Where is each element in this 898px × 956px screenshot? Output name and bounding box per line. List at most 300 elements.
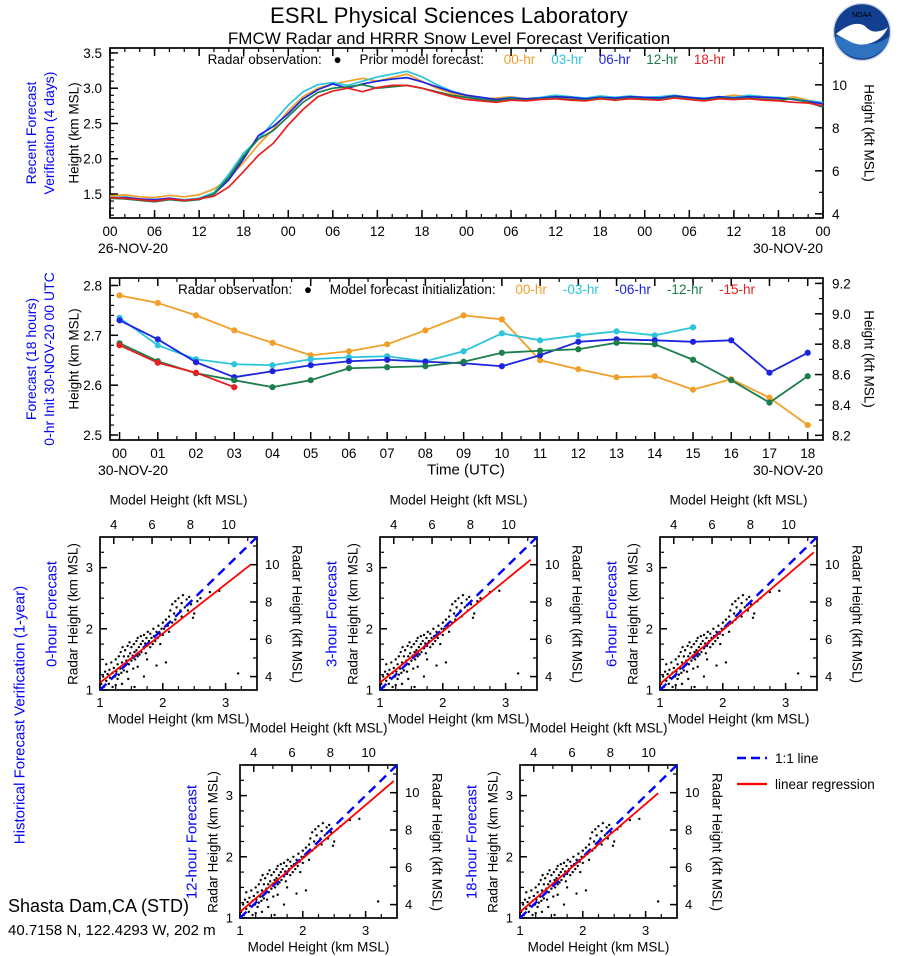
scatter-point [315,834,317,836]
legend-item--15-hr: -15-hr [718,282,755,297]
scatter-point [276,865,278,867]
scatter-point [270,887,272,889]
scatter-point [432,643,434,645]
scatter-point [664,670,666,672]
panel2-marker [690,324,696,330]
scatter-point [585,889,587,891]
scatter-point [522,903,524,905]
scatter-point [168,631,170,633]
scatter-point [120,672,122,674]
scatter-point [124,649,126,651]
scatter-panel-label: 12-hour Forecast [183,784,201,899]
panel2-marker [346,365,352,371]
panel2-ylabel-right: Height (kft MSL) [861,310,877,408]
scatter-point [253,895,255,897]
scatter-point [401,683,403,685]
scatter-point [693,643,695,645]
scatter-point [712,628,714,630]
scatter-point [740,602,742,604]
scatter-point [429,646,431,648]
scatter-point [145,637,147,639]
scatter-point [143,675,145,677]
legend-item-00-hr: 00-hr [503,52,536,67]
scatter-ylabel-right: Radar Height (kft MSL) [569,544,585,683]
scatter-point [567,859,569,861]
tick-label: 2 [225,849,233,865]
scatter-point [457,597,459,599]
tick-label: 6 [708,517,716,532]
scatter-point [413,643,415,645]
tick-label: 03 [226,446,242,461]
scatter-point [555,868,557,870]
panel2-marker [499,316,505,322]
scatter-point [671,686,673,688]
scatter-point [439,643,441,645]
scatter-xlabel-top: Model Height (kft MSL) [529,720,668,736]
scatter-point [282,868,284,870]
panel2-marker [613,340,619,346]
tick-label: 1 [236,923,244,938]
scatter-point [729,609,731,611]
tick-label: 6 [405,859,413,875]
tick-label: 00 [458,224,475,239]
scatter-point [705,637,707,639]
tick-label: 6 [832,163,840,179]
tick-label: 06 [503,224,519,239]
scatter-point [314,828,316,830]
panel2-marker [155,336,161,342]
tick-label: 1 [376,695,384,710]
panel2-marker [613,374,619,380]
tick-label: 10 [641,745,656,760]
tick-label: 10 [545,557,560,573]
panel2-marker [231,384,237,390]
scatter-point [106,673,108,675]
scatter-point [550,874,552,876]
scatter-point [209,591,211,593]
tick-label: 06 [341,446,357,461]
regression-line-icon [737,781,767,787]
panel2-marker [269,368,275,374]
scatter-point [423,634,425,636]
scatter-point [556,894,558,896]
scatter-point [703,675,705,677]
scatter-point [662,675,664,677]
scatter-point [717,625,719,627]
tick-label: 06 [681,224,697,239]
panel2-marker [461,348,467,354]
scatter-point [464,606,466,608]
scatter-point [530,889,532,891]
scatter-point [136,637,138,639]
panel1-legend-radar-label: Radar observation: [207,52,322,67]
scatter-point [565,880,567,882]
radar-dot-icon: ● [333,52,342,67]
panel1-series-18-hr [110,85,823,201]
scatter-point [157,625,159,627]
scatter-point [690,659,692,661]
tick-label: 8 [466,517,474,532]
tick-label: 1 [656,695,664,710]
scatter-ylabel-left: Radar Height (km MSL) [205,770,221,913]
scatter-point [700,651,702,653]
scatter-point [269,880,271,882]
tick-label: 10 [265,557,280,573]
scatter-point [140,635,142,637]
scatter-point [407,678,409,680]
panel2-marker [116,342,122,348]
panel2-marker [308,377,314,383]
one2one-line [520,765,677,918]
tick-label: 10 [832,77,848,93]
scatter-point [541,874,543,876]
regression-line [660,552,814,684]
scatter-point [286,886,288,888]
scatter-point [287,859,289,861]
scatter-point [472,617,474,619]
tick-label: 4 [405,897,413,913]
scatter-point [168,615,170,617]
scatter-point [244,898,246,900]
legend-one2one-label: 1:1 line [775,750,819,766]
tick-label: 01 [150,446,166,461]
scatter-point [415,649,417,651]
scatter-point [305,889,307,891]
scatter-point [678,655,680,657]
scatter-point [128,641,130,643]
scatter-point [549,880,551,882]
scatter-point [585,846,587,848]
scatter-point [324,834,326,836]
scatter-point [448,631,450,633]
scatter-point [274,886,276,888]
scatter-point [260,879,262,881]
tick-label: 4 [545,669,553,685]
scatter-point [543,883,545,885]
scatter-point [744,606,746,608]
tick-label: 3 [501,695,510,710]
panel2-marker [690,339,696,345]
panel2-marker [116,317,122,323]
tick-label: 8.2 [832,428,851,444]
scatter-point [150,637,152,639]
panel2-marker [805,350,811,356]
scatter-ylabel-right: Radar Height (kft MSL) [429,772,445,911]
scatter-point [412,667,414,669]
scatter-point [453,612,455,614]
scatter-point [289,860,291,862]
scatter-point [185,598,187,600]
tick-label: 2 [85,621,93,637]
tick-label: 02 [188,446,204,461]
regression-line [520,793,658,912]
scatter-point [604,834,606,836]
scatter-point [715,664,717,666]
panel2-marker [193,312,199,318]
panel2-marker [766,400,772,406]
panel2-marker [499,350,505,356]
scatter-point [717,637,719,639]
panel2-xlabel: Time (UTC) [427,461,505,479]
scatter-ylabel-right: Radar Height (kft MSL) [849,544,865,683]
scatter-point [138,646,140,648]
scatter-point [313,840,315,842]
tick-label: 14 [647,446,663,461]
scatter-point [410,646,412,648]
scatter-point [543,897,545,899]
scatter-point [393,667,395,669]
scatter-point [294,868,296,870]
scatter-point [283,903,285,905]
scatter-point [136,666,138,668]
panel2-marker [422,363,428,369]
scatter-point [116,678,118,680]
scatter-point [540,900,542,902]
panel2-marker [308,362,314,368]
one2one-line [380,537,537,690]
scatter-point [127,655,129,657]
scatter-point [432,628,434,630]
tick-label: 1 [505,910,513,926]
scatter-point [425,652,427,654]
tick-label: 8 [606,745,614,760]
tick-label: 00 [280,224,296,239]
scatter-xlabel-bottom: Model Height (km MSL) [667,711,810,727]
tick-label: 4 [265,669,273,685]
scatter-point [687,655,689,657]
tick-label: 2.5 [83,428,102,444]
panel2-marker [231,377,237,383]
scatter-point [159,643,161,645]
scatter-point [134,658,136,660]
scatter-point [577,865,579,867]
scatter-point [722,621,724,623]
scatter-point [384,670,386,672]
scatter-point [698,646,700,648]
panel2-marker [575,339,581,345]
scatter-point [280,871,282,873]
tick-label: 1 [96,695,104,710]
scatter-point [434,640,436,642]
scatter-point [544,877,546,879]
tick-label: 3.0 [83,81,102,97]
scatter-point [302,849,304,851]
scatter-point [709,632,711,634]
scatter-point [105,680,107,682]
panel2-marker [805,373,811,379]
tick-label: 6 [148,517,156,532]
scatter-point [700,635,702,637]
panel1-side-label-line1: Recent Forecast [23,81,39,185]
scatter-point [237,672,239,674]
scatter-point [398,655,400,657]
scatter-point [188,596,190,598]
scatter-point [536,906,538,908]
panel2-marker [193,370,199,376]
tick-label: 2 [365,621,373,637]
scatter-point [668,669,670,671]
scatter-point [121,661,123,663]
panel2-marker [155,360,161,366]
regression-line [240,781,394,912]
scatter-point [588,843,590,845]
panel1-legend-items [488,52,726,67]
tick-label: 00 [102,224,118,239]
tick-label: 6 [685,859,693,875]
panel2-marker [231,361,237,367]
tick-label: 8 [825,594,833,610]
scatter-point [690,646,692,648]
scatter-point [548,869,550,871]
scatter-point [420,643,422,645]
scatter-point [666,673,668,675]
scatter-point [299,871,301,873]
scatter-point [427,631,429,633]
scatter-point [686,645,688,647]
tick-label: 6 [265,631,273,647]
tick-label: 10 [361,745,376,760]
scatter-point [255,912,257,914]
scatter-point [408,641,410,643]
scatter-point [404,649,406,651]
panel2-marker [231,327,237,333]
scatter-point [275,868,277,870]
scatter-point [560,879,562,881]
tick-label: 06 [147,224,163,239]
scatter-point [673,667,675,669]
scatter-ylabel-left: Radar Height (km MSL) [345,542,361,685]
legend-item-18-hr: 18-hr [693,52,726,67]
noaa-logo-icon [833,3,891,61]
scatter-point [745,598,747,600]
panel1-side-label-line2: Verification (4 days) [41,71,57,195]
scatter-point [575,892,577,894]
scatter-point [725,661,727,663]
plot-frame [110,48,823,218]
tick-label: 18 [414,224,430,239]
scatter-point [528,897,530,899]
scatter-point [280,863,282,865]
scatter-ylabel-left: Radar Height (km MSL) [65,542,81,685]
regression-line [380,560,531,683]
panel1-date-left: 26-NOV-20 [98,240,169,256]
scatter-point [118,655,120,657]
scatter-point [273,871,275,873]
tick-label: 4 [832,206,840,222]
scatter-point [332,845,334,847]
scatter-point [420,651,422,653]
scatter-point [752,617,754,619]
scatter-point [309,837,311,839]
scatter-point [165,661,167,663]
panel2-marker [575,346,581,352]
scatter-point [276,894,278,896]
scatter-point [693,686,695,688]
scatter-point [426,658,428,660]
scatter-point [414,658,416,660]
tick-label: 4 [110,517,118,532]
scatter-point [196,600,198,602]
tick-label: 18 [592,224,608,239]
scatter-point [278,874,280,876]
scatter-point [538,902,540,904]
tick-label: 2.6 [83,378,102,394]
scatter-point [163,628,165,630]
panel2-marker [422,327,428,333]
panel1-ylabel-left: Height (km MSL) [66,82,82,184]
scatter-point [680,651,682,653]
tick-label: 10 [494,446,510,461]
scatter-point [517,672,519,674]
scatter-point [712,643,714,645]
tick-label: 18 [236,224,252,239]
scatter-point [600,843,602,845]
scatter-point [305,846,307,848]
scatter-point [448,615,450,617]
scatter-point [169,609,171,611]
scatter-xlabel-bottom: Model Height (km MSL) [527,939,670,955]
tick-label: 2 [579,923,587,938]
tick-label: 10 [825,557,840,573]
scatter-panel-label: 3-hour Forecast [323,560,341,667]
panel2-legend [110,282,823,297]
scatter-point [116,663,118,665]
scatter-point [525,891,527,893]
scatter-point [731,603,733,605]
tick-label: 8 [832,120,840,136]
scatter-point [382,675,384,677]
scatter-point [182,594,184,596]
scatter-point [358,818,360,820]
scatter-point [328,824,330,826]
regression-line [100,565,251,683]
scatter-point [177,597,179,599]
scatter-point [184,606,186,608]
tick-label: 06 [325,224,341,239]
scatter-point [395,658,397,660]
scatter-point [680,672,682,674]
scatter-point [263,883,265,885]
scatter-legend [737,745,875,797]
scatter-point [333,840,335,842]
scatter-point [295,892,297,894]
scatter-point [538,883,540,885]
panel1-series-00-hr [110,74,823,197]
panel2-marker [690,357,696,363]
legend-item-00-hr: 00-hr [515,282,547,297]
scatter-point [102,675,104,677]
scatter-point [657,900,659,902]
scatter-point [266,898,268,900]
scatter-point [401,646,403,648]
scatter-point [686,670,688,672]
scatter-point [388,669,390,671]
legend-item--03-hr: -03-hr [562,282,599,297]
scatter-point [267,883,269,885]
scatter-point [145,652,147,654]
scatter-point [700,643,702,645]
scatter-point [418,646,420,648]
panel1-series-03-hr [110,71,823,200]
tick-label: 3 [505,788,513,804]
tick-label: 05 [303,446,319,461]
scatter-point [552,895,554,897]
panel2-marker [384,341,390,347]
scatter-point [608,824,610,826]
tick-label: 4 [670,517,678,532]
scatter-point [594,828,596,830]
scatter-point [665,663,667,665]
